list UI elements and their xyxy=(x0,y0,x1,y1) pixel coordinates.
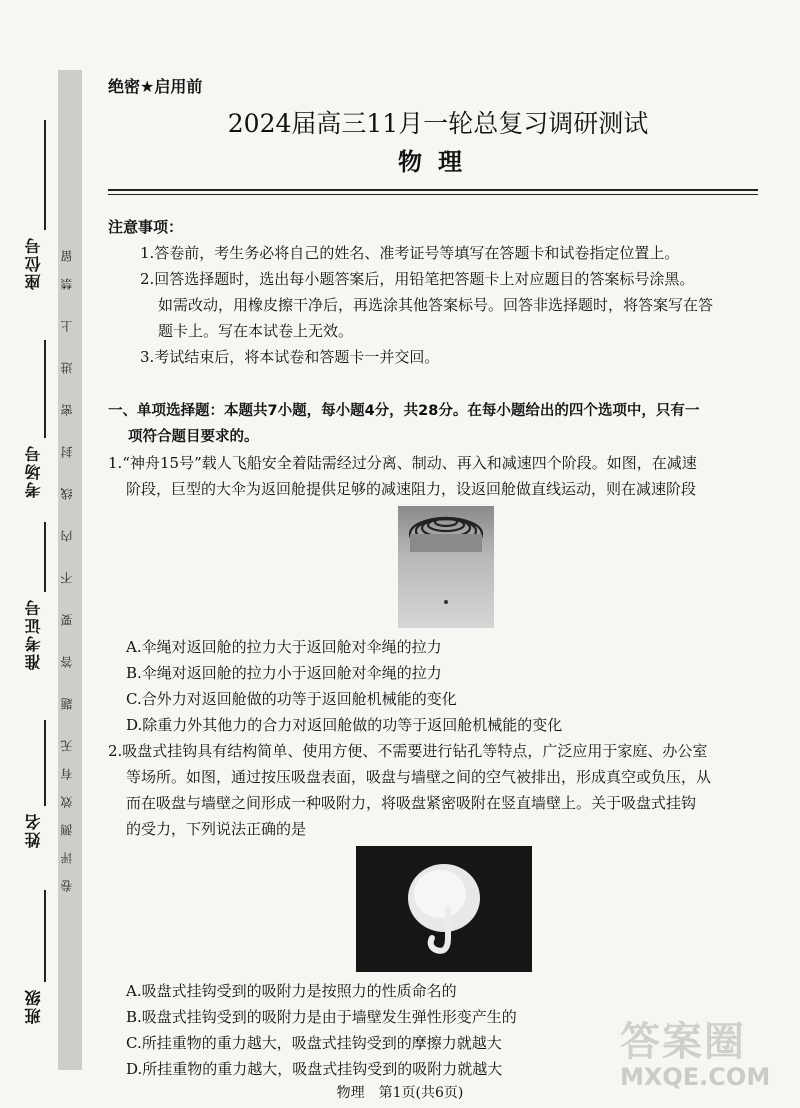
notice-line: 如需改动，用橡皮擦干净后，再选涂其他答案标号。回答非选择题时，将答案写在答 xyxy=(158,296,714,314)
warn-char: 封 xyxy=(60,444,74,458)
header-rule-thin xyxy=(108,194,758,195)
name-label: 姓名 xyxy=(24,812,43,848)
warn-char: 测 xyxy=(60,822,74,836)
q1-stem-line: 阶段，巨型的大伞为返回舱提供足够的减速阻力，设返回舱做直线运动，则在减速阶段 xyxy=(126,480,697,498)
notice-line: 题卡上。写在本试卷上无效。 xyxy=(158,322,354,340)
q2-stem-line: 的受力，下列说法正确的是 xyxy=(126,820,307,838)
warn-char: 不 xyxy=(60,570,74,584)
warn-char: 题 xyxy=(60,696,74,710)
warn-char: 密 xyxy=(60,402,74,416)
ticket-number-label: 准考证号 xyxy=(24,598,43,670)
notice-line: 3.考试结束后，将本试卷和答题卡一并交回。 xyxy=(140,348,440,366)
name-line xyxy=(44,720,46,806)
warn-char: 卷 xyxy=(60,878,74,892)
seat-number-label: 座位号 xyxy=(24,236,43,290)
notice-line: 2.回答选择题时，选出每小题答案后，用铅笔把答题卡上对应题目的答案标号涂黑。 xyxy=(140,270,695,288)
confidential-mark: 绝密★启用前 xyxy=(108,77,203,96)
q2-stem-line: 2.吸盘式挂钩具有结构简单、使用方便、不需要进行钻孔等特点，广泛应用于家庭、办公室 xyxy=(108,742,708,760)
q1-option-b: B.伞绳对返回舱的拉力小于返回舱对伞绳的拉力 xyxy=(126,664,442,682)
parachute-image xyxy=(398,506,494,628)
q2-option-c: C.所挂重物的重力越大，吸盘式挂钩受到的摩擦力就越大 xyxy=(126,1034,502,1052)
ticket-number-line xyxy=(44,522,46,592)
notice-heading: 注意事项： xyxy=(108,218,184,236)
q1-option-c: C.合外力对返回舱做的功等于返回舱机械能的变化 xyxy=(126,690,457,708)
exam-room-line xyxy=(44,340,46,438)
seat-number-line xyxy=(44,120,46,230)
q2-stem-line: 等场所。如图，通过按压吸盘表面，吸盘与墙壁之间的空气被排出，形成真空或负压，从 xyxy=(126,768,712,786)
suction-hook-photo xyxy=(356,846,532,972)
header-rule xyxy=(108,189,758,191)
page-footer: 物理 第1页(共6页) xyxy=(336,1085,464,1101)
notice-line: 1.答卷前，考生务必将自己的姓名、准考证号等填写在答题卡和试卷指定位置上。 xyxy=(140,244,680,262)
q2-stem-line: 而在吸盘与墙壁之间形成一种吸附力，将吸盘紧密吸附在竖直墙壁上。关于吸盘式挂钩 xyxy=(126,794,697,812)
warn-char: 内 xyxy=(60,528,74,542)
watermark-url: MXQE.COM xyxy=(620,1063,771,1091)
q1-option-a: A.伞绳对返回舱的拉力大于返回舱对伞绳的拉力 xyxy=(126,638,442,656)
warn-char: 留 xyxy=(60,248,74,262)
warn-char: 答 xyxy=(60,654,74,668)
binding-margin xyxy=(0,0,86,1108)
suction-hook-image xyxy=(356,846,532,972)
q1-option-d: D.除重力外其他力的合力对返回舱做的功等于返回舱机械能的变化 xyxy=(126,716,563,734)
watermark-logo-text: 答案圈 xyxy=(620,1019,746,1065)
warn-char: 有 xyxy=(60,766,74,780)
warn-char: 要 xyxy=(60,612,74,626)
exam-room-label: 考场号 xyxy=(24,444,43,498)
no-answer-strip xyxy=(58,70,82,1070)
section-heading: 一、单项选择题：本题共7小题，每小题4分，共28分。在每小题给出的四个选项中，只有一 xyxy=(108,403,700,419)
exam-title: 2024届高三11月一轮总复习调研测试 xyxy=(227,109,649,138)
subject-title: 物理 xyxy=(398,147,478,176)
section-heading-cont: 项符合题目要求的。 xyxy=(128,429,259,445)
warn-char: 进 xyxy=(60,360,74,374)
warn-char: 上 xyxy=(60,318,74,332)
q2-option-a: A.吸盘式挂钩受到的吸附力是按照力的性质命名的 xyxy=(126,982,457,1000)
q2-option-d: D.所挂重物的重力越大，吸盘式挂钩受到的吸附力就越大 xyxy=(126,1060,503,1078)
warn-char: 评 xyxy=(60,850,74,864)
warn-char: 禁 xyxy=(60,276,74,290)
q1-stem-line: 1.“神舟15号”载人飞船安全着陆需经过分离、制动、再入和减速四个阶段。如图，在减速 xyxy=(108,454,697,472)
class-line xyxy=(44,890,46,982)
q2-option-b: B.吸盘式挂钩受到的吸附力是由于墙壁发生弹性形变产生的 xyxy=(126,1008,517,1026)
warn-char: 线 xyxy=(60,486,74,500)
class-label: 班级 xyxy=(24,988,43,1024)
no-answer-warning xyxy=(58,70,82,1070)
warn-char: 无 xyxy=(60,738,74,752)
parachute-photo xyxy=(398,506,494,628)
warn-char: 效 xyxy=(60,794,74,808)
